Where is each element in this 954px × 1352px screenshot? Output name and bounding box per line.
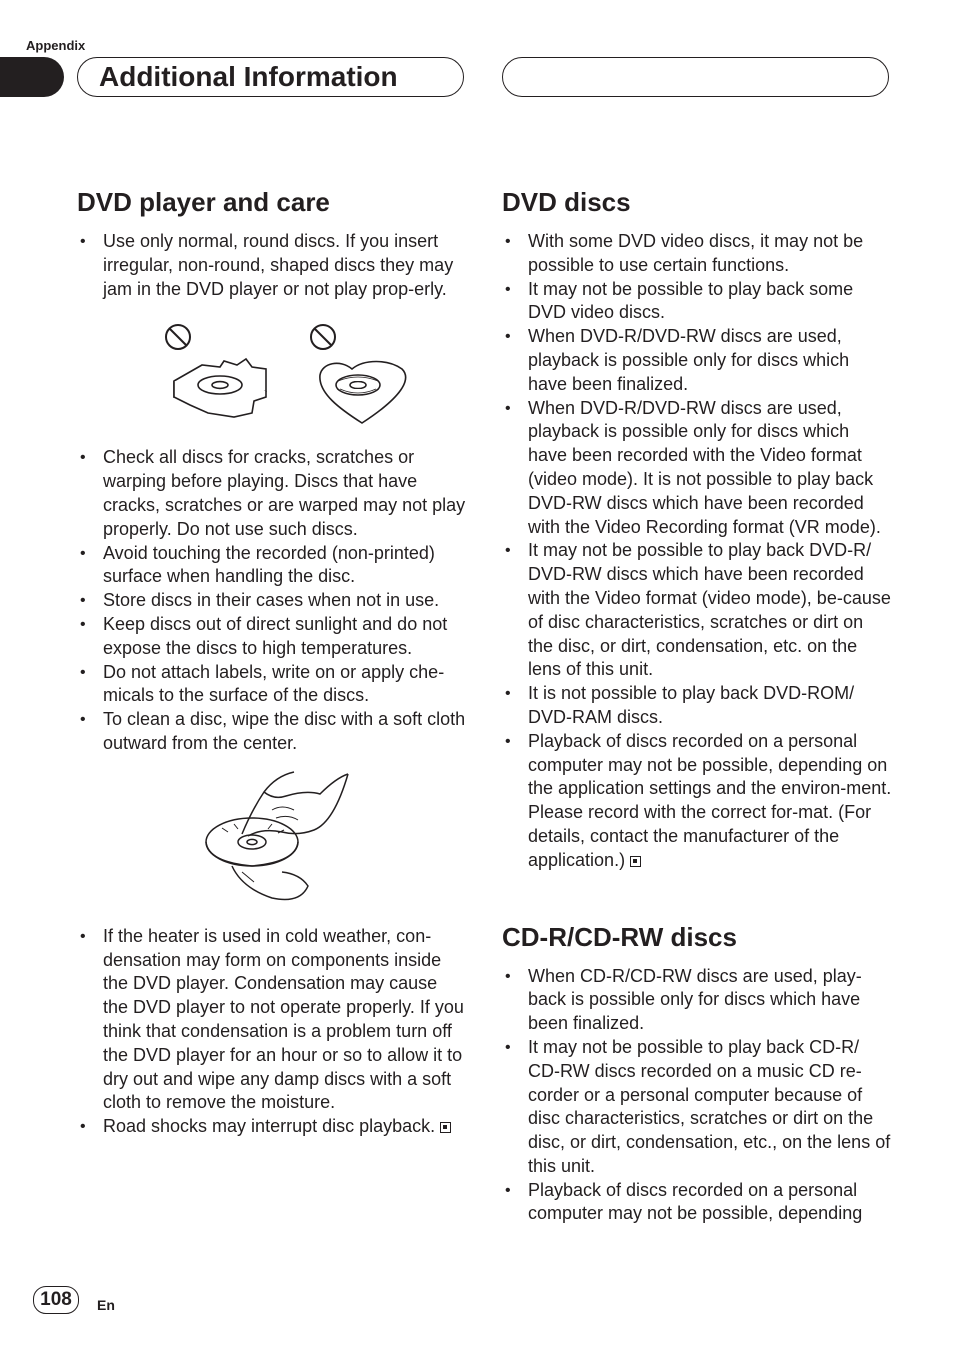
page-number: 108 <box>33 1286 79 1314</box>
header-title-box <box>77 57 464 97</box>
disc-cleaning-illustration <box>202 770 362 905</box>
list-item: • Keep discs out of direct sunlight and do not expose the discs to high temperatures. <box>77 613 467 661</box>
list-care-b <box>77 446 467 755</box>
list-item: • Check all discs for cracks, scratches or warping before playing. Discs that have cracks, scratches or are warped may not play properly. Do not use such discs. <box>77 446 467 541</box>
heading-dvd-discs: DVD discs <box>502 187 631 217</box>
list-item: • If the heater is used in cold weather, con-densation may form on components inside the DVD player. Condensation may cause the DVD player to not operate properly. If you think that condensation is a problem turn off the DVD player for an hour or so to allow it to dry out and wipe any damp discs with a soft cloth to remove the moisture. <box>77 925 467 1115</box>
list-item: • When DVD-R/DVD-RW discs are used, playback is possible only for discs which have been recorded with the Video format (video mode). It is not possible to play back DVD-RW discs which have been recorded with the Video Recording format (VR mode). <box>502 397 892 540</box>
list-item: • Do not attach labels, write on or apply che-micals to the surface of the discs. <box>77 661 467 709</box>
odd-shaped-disc-icon <box>174 359 266 417</box>
list-item: • When CD-R/CD-RW discs are used, play-back is possible only for discs which have been finalized. <box>502 965 892 1036</box>
list-item <box>502 730 892 873</box>
list-dvd-discs <box>502 230 892 873</box>
section-label: Appendix <box>26 38 86 53</box>
list-item: • Playback of discs recorded on a personal computer may not be possible, depending <box>502 1179 892 1227</box>
list-item: • It may not be possible to play back CD-R/ CD-RW discs recorded on a music CD re-corder or a personal computer because of disc characteristics, scratches or dirt on the disc, or dirt, condensation, etc., on the lens of this unit. <box>502 1036 892 1179</box>
language-code: En <box>97 1297 115 1313</box>
irregular-discs-illustration <box>162 323 407 428</box>
list-care-c <box>77 925 467 1139</box>
list-cd-discs <box>502 965 892 1227</box>
list-item <box>77 1115 467 1139</box>
list-item: • With some DVD video discs, it may not be possible to use certain functions. <box>502 230 892 278</box>
list-item: • Avoid touching the recorded (non-printed) surface when handling the disc. <box>77 542 467 590</box>
list-item-text: Playback of discs recorded on a personal computer may not be possible, depending on the application settings and the environ-ment. Please record with the correct for-mat. (For details, contact the manufacturer of the application.) <box>528 730 892 870</box>
list-item-text: Road shocks may interrupt disc playback. <box>103 1116 436 1137</box>
end-mark-icon <box>440 1122 451 1133</box>
list-item: • To clean a disc, wipe the disc with a soft cloth outward from the center. <box>77 708 467 756</box>
heart-shaped-disc-icon <box>320 362 406 424</box>
prohibited-icon <box>311 325 335 349</box>
heading-dvd-player-care: DVD player and care <box>77 187 330 217</box>
list-item: • It is not possible to play back DVD-ROM/ DVD-RAM discs. <box>502 682 892 730</box>
heading-cdr-cdrw-discs: CD-R/CD-RW discs <box>502 921 737 952</box>
list-care-a <box>77 230 467 301</box>
list-item: • Use only normal, round discs. If you insert irregular, non-round, shaped discs they may jam in the DVD player or not play prop-erly. <box>77 230 467 301</box>
header-empty-box <box>502 57 889 97</box>
prohibited-icon <box>166 325 190 349</box>
section-tab-marker <box>0 57 64 97</box>
list-item: • When DVD-R/DVD-RW discs are used, playback is possible only for discs which have been finalized. <box>502 325 892 396</box>
end-mark-icon <box>630 856 641 867</box>
left-column <box>77 186 467 1139</box>
header-title: Additional Information <box>99 61 398 92</box>
list-item: • Store discs in their cases when not in use. <box>77 589 467 613</box>
list-item: • It may not be possible to play back some DVD video discs. <box>502 278 892 326</box>
list-item: • It may not be possible to play back DVD-R/ DVD-RW discs which have been recorded with the Video format (video mode), be-cause of disc characteristics, scratches or dirt on the disc, or dirt, condensation, etc. on the lens of this unit. <box>502 539 892 682</box>
right-column <box>502 186 892 1226</box>
